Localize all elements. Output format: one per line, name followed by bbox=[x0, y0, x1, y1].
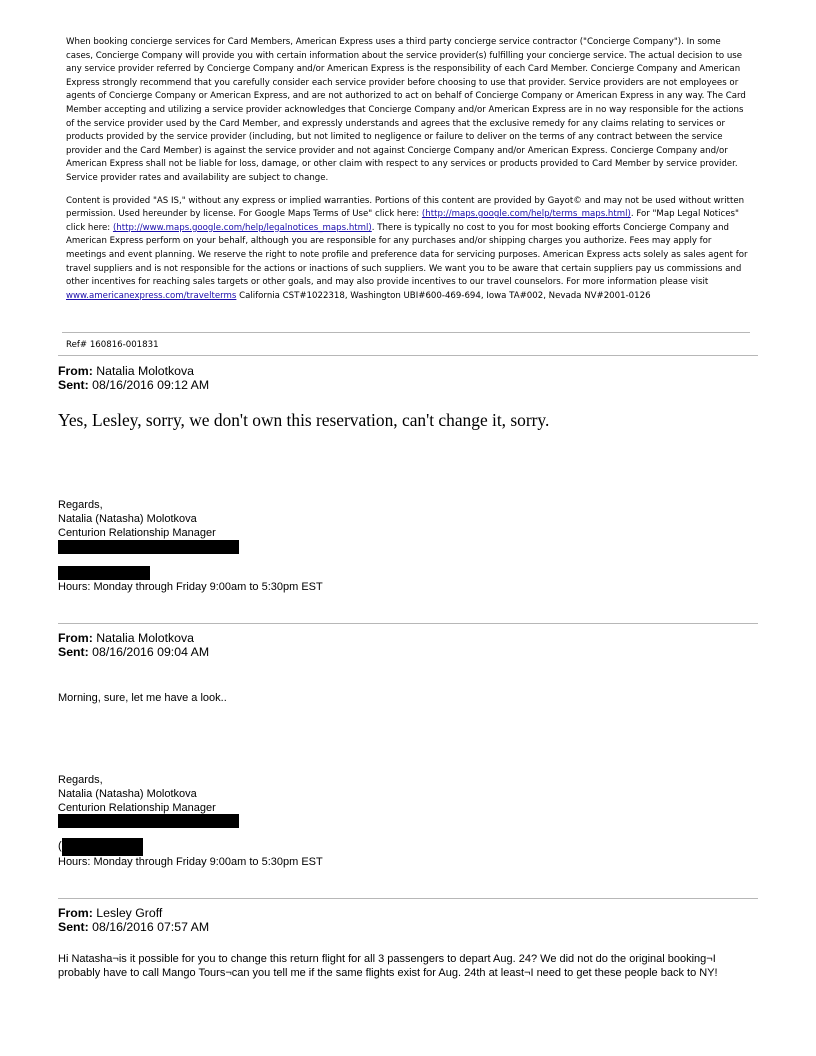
redaction-bar bbox=[58, 814, 239, 828]
divider bbox=[58, 623, 758, 624]
signature-name: Natalia (Natasha) Molotkova bbox=[58, 513, 197, 525]
from-value: Natalia Molotkova bbox=[96, 364, 195, 378]
signature-regards: Regards, bbox=[58, 774, 103, 786]
from-value: Lesley Groff bbox=[96, 906, 163, 920]
google-maps-legal-link[interactable]: (http://www.maps.google.com/help/legalnotices_maps.html) bbox=[112, 222, 372, 233]
redaction-bar bbox=[58, 566, 150, 580]
phone-prefix: ( bbox=[58, 840, 62, 852]
reference-number: Ref# 160816-001831 bbox=[66, 340, 159, 350]
from-line bbox=[58, 631, 758, 645]
message-body: Morning, sure, let me have a look.. bbox=[58, 692, 227, 704]
sent-label: Sent: bbox=[58, 378, 89, 392]
from-label: From: bbox=[58, 364, 93, 378]
office-hours: Hours: Monday through Friday 9:00am to 5:30pm EST bbox=[58, 581, 323, 593]
signature bbox=[58, 773, 758, 815]
disclaimer bbox=[66, 36, 750, 312]
signature-name: Natalia (Natasha) Molotkova bbox=[58, 788, 197, 800]
disclaimer-text: Content is provided "AS IS," without any express or implied warranties. Portions of this content are provided by Gayot© and may not be used without written permission. Used hereunder by license. For Google Maps Terms of Use" click here: bbox=[66, 195, 745, 220]
disclaimer-paragraph-1: When booking concierge services for Card Members, American Express uses a third party concierge service contractor ("Concierge Company"). In some cases, Concierge Company will provide you with certain information about the service provider(s) fulfilling your concierge service. The actual decision to use any service provider referred by Concierge Company and/or American Express is the responsibility of each Card Member. Concierge Company and American Express strongly recommend that you carefully consider each service provider before choosing to use that provider. Service providers are not employees or agents of Concierge Company or American Express, and are not authorized to act on behalf of Concierge Company or American Express in any way. The Card Member accepting and utilizing a service provider acknowledges that Concierge Company and/or American Express are in no way responsible for the actions of the service provider used by the Card Member, and expressly understands and agrees that the exclusive remedy for any claims relating to services or products provided by the service provider (including, but not limited to negligence or failure to deliver on the terms of any contract between the service provider and the Card Member) is against the service provider and not against Concierge Company and/or American Express. Concierge Company and/or American Express shall not be liable for loss, damage, or other claim with respect to any services or products provided to Card Member by service provider. Service provider rates and availability are subject to change. bbox=[66, 37, 746, 183]
disclaimer-paragraph-2 bbox=[66, 195, 750, 304]
divider bbox=[58, 355, 758, 356]
message-body: Yes, Lesley, sorry, we don't own this reservation, can't change it, sorry. bbox=[58, 410, 550, 430]
disclaimer-text: . There is typically no cost to you for most booking efforts Concierge Company and American Express perform on your behalf, although you are responsible for any purchases and/or shipping charges you authorize. Fees may apply for meetings and event planning. We reserve the right to note profile and preference data for servicing purposes. American Express acts solely as sales agent for travel suppliers and is not responsible for the actions or inactions of such suppliers. We want you to be aware that certain suppliers pay us commissions and other incentives for reaching sales targets or other goals, and may also provide incentives to our travel counselors. For more information please visit bbox=[66, 222, 748, 288]
from-label: From: bbox=[58, 906, 93, 920]
travel-terms-link[interactable]: www.americanexpress.com/travelterms bbox=[66, 290, 237, 301]
from-label: From: bbox=[58, 631, 93, 645]
from-line bbox=[58, 364, 758, 378]
divider bbox=[58, 898, 758, 899]
email-message bbox=[58, 364, 758, 392]
sent-value: 08/16/2016 07:57 AM bbox=[92, 920, 210, 934]
divider bbox=[62, 332, 750, 333]
signature bbox=[58, 498, 758, 540]
redaction-bar bbox=[58, 540, 239, 554]
sent-value: 08/16/2016 09:04 AM bbox=[92, 645, 210, 659]
sent-line bbox=[58, 378, 758, 392]
signature-title: Centurion Relationship Manager bbox=[58, 527, 216, 539]
sent-label: Sent: bbox=[58, 645, 89, 659]
google-maps-terms-link[interactable]: (http://maps.google.com/help/terms_maps.html) bbox=[421, 209, 631, 220]
email-message bbox=[58, 906, 758, 934]
sent-label: Sent: bbox=[58, 920, 89, 934]
from-line bbox=[58, 906, 758, 920]
redaction-bar bbox=[62, 838, 143, 856]
from-value: Natalia Molotkova bbox=[96, 631, 195, 645]
disclaimer-text: California CST#1022318, Washington UBI#600-469-694, Iowa TA#002, Nevada NV#2001-0126 bbox=[236, 290, 651, 301]
email-message bbox=[58, 631, 758, 659]
sent-line bbox=[58, 920, 758, 934]
sent-value: 08/16/2016 09:12 AM bbox=[92, 378, 210, 392]
signature-title: Centurion Relationship Manager bbox=[58, 802, 216, 814]
sent-line bbox=[58, 645, 758, 659]
message-body: Hi Natasha¬is it possible for you to change this return flight for all 3 passengers to depart Aug. 24? We did not do the original booking¬I probably have to call Mango Tours¬can you tell me if the same flights exist for Aug. 24th at least¬I need to get these people back to NY! bbox=[58, 953, 718, 979]
disclaimer-text: . For "Map Legal Notices" click here: bbox=[66, 209, 739, 233]
office-hours: Hours: Monday through Friday 9:00am to 5:30pm EST bbox=[58, 856, 323, 868]
signature-regards: Regards, bbox=[58, 499, 103, 511]
